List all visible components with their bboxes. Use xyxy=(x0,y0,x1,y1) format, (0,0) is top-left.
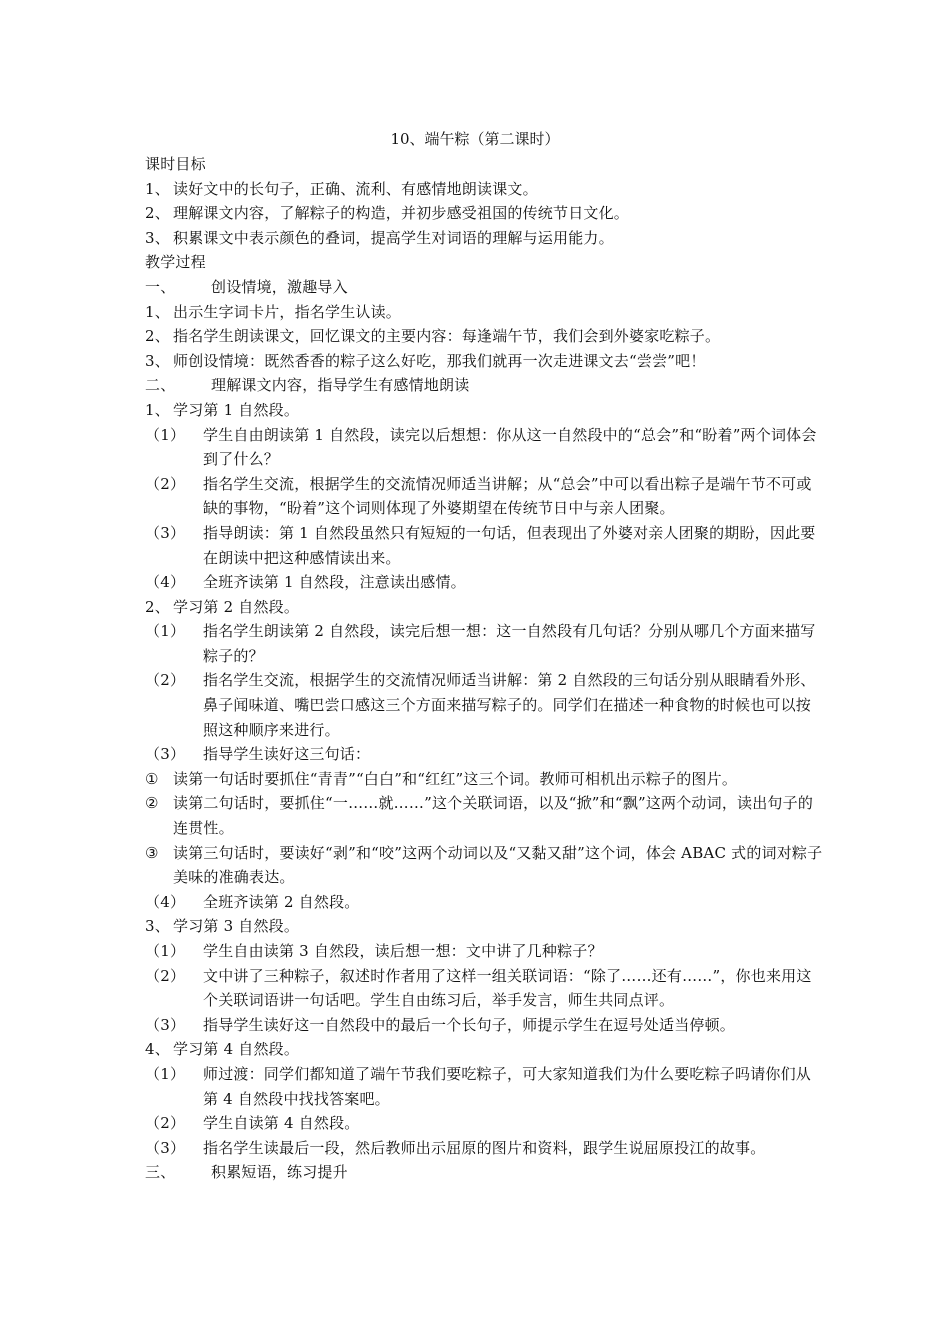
section-title: 理解课文内容，指导学生有感情地朗读 xyxy=(211,376,470,395)
item-text: 学生自读第 4 自然段。 xyxy=(203,1114,360,1133)
subsection-number: 2、 xyxy=(145,597,170,616)
item-text: 读第二句话时，要抓住“一……就……”这个关联词语，以及“掀”和“飘”这两个动词，读出句子的连贯性。 xyxy=(173,794,814,838)
item-number: （1） xyxy=(145,425,186,444)
item-number: （3） xyxy=(145,745,186,764)
list-item xyxy=(145,619,825,668)
item-text: 指名学生交流，根据学生的交流情况师适当讲解；从“总会”中可以看出粽子是端午节不可或缺的事物，“盼着”这个词则体现了外婆期望在传统节日中与亲人团聚。 xyxy=(203,474,812,518)
item-number: （1） xyxy=(145,1064,186,1083)
item-number: （2） xyxy=(145,966,186,985)
circled-item xyxy=(145,767,825,792)
item-number: （4） xyxy=(145,892,186,911)
item-text: 师创设情境：既然香香的粽子这么好吃，那我们就再一次走进课文去“尝尝”吧！ xyxy=(173,351,706,370)
goal-number: 1、 xyxy=(145,179,170,198)
process-heading: 教学过程 xyxy=(145,253,206,272)
circled-number: ② xyxy=(145,794,159,813)
item-text: 学生自由读第 3 自然段，读后想一想：文中讲了几种粽子？ xyxy=(203,942,603,960)
section-title: 创设情境，激趣导入 xyxy=(211,277,348,296)
document-title: 10、端午粽（第二课时） xyxy=(390,130,560,148)
list-item xyxy=(145,1111,825,1136)
subsection-title: 学习第 3 自然段。 xyxy=(173,917,300,936)
item-text: 师过渡：同学们都知道了端午节我们要吃粽子，可大家知道我们为什么要吃粽子吗请你们从第 4 自然段中找找答案吧。 xyxy=(203,1064,812,1108)
circled-item xyxy=(145,841,825,890)
list-item xyxy=(145,890,825,915)
item-text: 读第三句话时，要读好“剥”和“咬”这两个动词以及“又黏又甜”这个词，体会 ABAC 式的词对粽子美味的准确表达。 xyxy=(173,843,823,887)
item-text: 指名学生朗读课文，回忆课文的主要内容：每逢端午节，我们会到外婆家吃粽子。 xyxy=(173,327,721,346)
item-number: （2） xyxy=(145,1114,186,1133)
item-number: （2） xyxy=(145,671,186,690)
goal-number: 2、 xyxy=(145,204,170,223)
subsection-number: 1、 xyxy=(145,400,170,419)
circled-item xyxy=(145,791,825,840)
goal-number: 3、 xyxy=(145,228,170,247)
list-item xyxy=(145,1013,825,1038)
subsection-heading xyxy=(145,398,825,423)
goals-heading: 课时目标 xyxy=(145,155,206,173)
list-item xyxy=(145,570,825,595)
item-text: 全班齐读第 2 自然段。 xyxy=(203,892,360,911)
item-number: （3） xyxy=(145,523,186,542)
circled-number: ① xyxy=(145,769,159,788)
list-item xyxy=(145,521,825,570)
list-item xyxy=(145,472,825,521)
list-item xyxy=(145,964,825,1013)
item-text: 学生自由朗读第 1 自然段，读完以后想想：你从这一自然段中的“总会”和“盼着”两个词体会到了什么？ xyxy=(203,425,817,469)
list-item xyxy=(145,742,825,767)
item-number: （2） xyxy=(145,474,186,493)
goal-item xyxy=(145,226,825,251)
item-text: 指导学生读好这三句话： xyxy=(203,745,371,764)
item-number: （3） xyxy=(145,1015,186,1034)
section-number: 三、 xyxy=(145,1163,176,1182)
circled-number: ③ xyxy=(145,843,159,862)
item-text: 出示生字词卡片，指名学生认读。 xyxy=(173,302,402,321)
section-number: 二、 xyxy=(145,376,176,395)
section-heading xyxy=(145,275,825,300)
item-text: 全班齐读第 1 自然段，注意读出感情。 xyxy=(203,573,466,592)
subsection-number: 3、 xyxy=(145,917,170,936)
item-text: 指名学生读最后一段，然后教师出示屈原的图片和资料，跟学生说屈原投江的故事。 xyxy=(203,1138,766,1157)
list-item xyxy=(145,300,825,325)
section-heading xyxy=(145,373,825,398)
subsection-heading xyxy=(145,1037,825,1062)
list-item xyxy=(145,324,825,349)
item-number: 3、 xyxy=(145,351,170,370)
item-text: 读第一句话时要抓住“青青”“白白”和“红红”这三个词。教师可相机出示粽子的图片。 xyxy=(173,769,738,788)
list-item xyxy=(145,423,825,472)
item-number: （1） xyxy=(145,942,186,960)
item-number: （3） xyxy=(145,1138,186,1157)
item-number: （1） xyxy=(145,622,186,641)
goal-text: 读好文中的长句子，正确、流利、有感情地朗读课文。 xyxy=(173,179,538,198)
goal-item xyxy=(145,201,825,226)
item-text: 文中讲了三种粽子，叙述时作者用了这样一组关联词语：“除了……还有……”，你也来用这个关联词语讲一句话吧。学生自由练习后，举手发言，师生共同点评。 xyxy=(203,966,812,1010)
subsection-title: 学习第 4 自然段。 xyxy=(173,1040,300,1059)
list-item xyxy=(145,1062,825,1111)
document-body xyxy=(145,152,825,1185)
list-item xyxy=(145,349,825,374)
item-text: 指导朗读：第 1 自然段虽然只有短短的一句话，但表现出了外婆对亲人团聚的期盼，因此要在朗读中把这种感情读出来。 xyxy=(203,523,816,567)
subsection-number: 4、 xyxy=(145,1040,170,1059)
item-number: 2、 xyxy=(145,327,170,346)
list-item xyxy=(145,1136,825,1161)
subsection-heading xyxy=(145,595,825,620)
goal-text: 理解课文内容，了解粽子的构造，并初步感受祖国的传统节日文化。 xyxy=(173,204,630,223)
goal-item xyxy=(145,177,825,202)
item-number: 1、 xyxy=(145,302,170,321)
section-heading xyxy=(145,1160,825,1185)
section-number: 一、 xyxy=(145,277,176,296)
item-text: 指名学生朗读第 2 自然段，读完后想一想：这一自然段有几句话？分别从哪几个方面来描写粽子的？ xyxy=(203,622,816,665)
section-title: 积累短语，练习提升 xyxy=(211,1163,348,1182)
subsection-title: 学习第 1 自然段。 xyxy=(173,400,300,419)
subsection-heading xyxy=(145,914,825,939)
list-item xyxy=(145,668,825,742)
item-text: 指名学生交流，根据学生的交流情况师适当讲解：第 2 自然段的三句话分别从眼睛看外形、鼻子闻味道、嘴巴尝口感这三个方面来描写粽子的。同学们在描述一种食物的时候也可以按照这种顺序来进行。 xyxy=(203,671,816,739)
item-number: （4） xyxy=(145,573,186,592)
list-item xyxy=(145,939,825,964)
goal-text: 积累课文中表示颜色的叠词，提高学生对词语的理解与运用能力。 xyxy=(173,228,614,247)
item-text: 指导学生读好这一自然段中的最后一个长句子，师提示学生在逗号处适当停顿。 xyxy=(203,1015,736,1034)
subsection-title: 学习第 2 自然段。 xyxy=(173,597,300,616)
